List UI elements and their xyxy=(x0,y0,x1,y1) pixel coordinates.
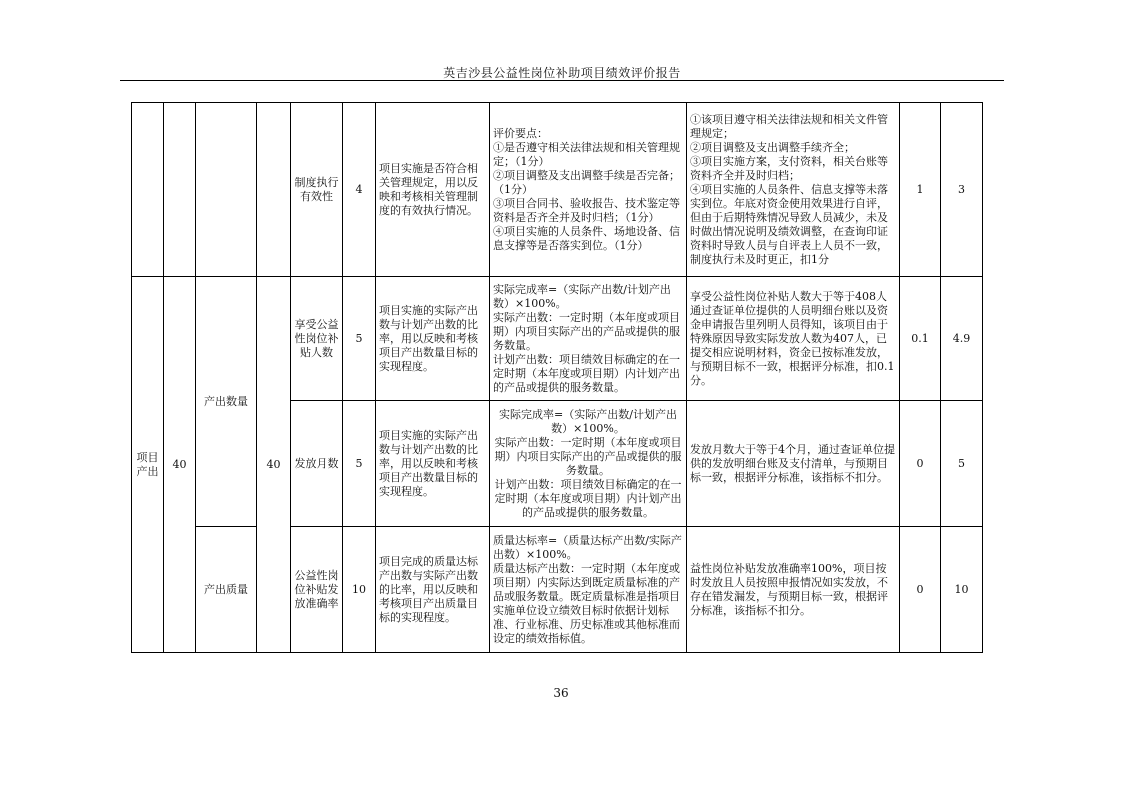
score-value: 5 xyxy=(941,401,983,527)
evaluation-analysis xyxy=(687,103,900,277)
criteria-line: 评价要点： xyxy=(493,126,548,140)
indicator-weight: 4 xyxy=(343,103,376,277)
level1-weight: 40 xyxy=(164,277,196,653)
indicator-explanation: 项目完成的质量达标产出数与实际产出数的比率，用以反映和考核项目产出质量目标的实现程度。 xyxy=(376,527,490,653)
report-header-title: 英吉沙县公益性岗位补助项目绩效评价报告 xyxy=(443,66,681,80)
scoring-criteria xyxy=(490,527,687,653)
level2-weight: 40 xyxy=(257,277,291,653)
analysis-line: ④项目实施的人员条件、信息支撑等未落实到位。年底对资金使用效果进行自评，但由于后期特殊情况导致人员减少，未及时做出情况说明及绩效调整，在查询印证资料时导致人员与自评表上人员不一致，制度执行未及时更正，扣1分 xyxy=(690,182,888,266)
table-row xyxy=(132,103,983,277)
scoring-criteria xyxy=(490,277,687,401)
criteria-line: 计划产出数：项目绩效目标确定的在一定时期（本年度或项目期）内计划产出的产品或提供的服务数量。 xyxy=(494,477,682,519)
page-number: 36 xyxy=(553,686,569,700)
indicator-name: 享受公益性岗位补贴人数 xyxy=(291,277,343,401)
table-row xyxy=(132,277,983,401)
scoring-criteria xyxy=(490,103,687,277)
criteria-line: ③项目合同书、验收报告、技术鉴定等资料是否齐全并及时归档；（1分） xyxy=(493,196,680,224)
evaluation-analysis xyxy=(687,401,900,527)
evaluation-table xyxy=(131,102,983,653)
score-value: 10 xyxy=(941,527,983,653)
deduction-value: 0.1 xyxy=(900,277,941,401)
criteria-line: ①是否遵守相关法律法规和相关管理规定；（1分） xyxy=(493,140,680,168)
indicator-name: 制度执行有效性 xyxy=(291,103,343,277)
analysis-line: ②项目调整及支出调整手续齐全； xyxy=(690,140,855,154)
criteria-line: ②项目调整及支出调整手续是否完备；（1分） xyxy=(493,168,680,196)
score-value: 4.9 xyxy=(941,277,983,401)
criteria-line: 实际产出数：一定时期（本年度或项目期）内项目实际产出的产品或提供的服务数量。 xyxy=(493,310,680,352)
score-value: 3 xyxy=(941,103,983,277)
empty-cell xyxy=(257,103,291,277)
empty-cell xyxy=(196,103,257,277)
criteria-line: 实际完成率=（实际产出数/计划产出数）×100%。 xyxy=(499,407,677,435)
scoring-criteria xyxy=(490,401,687,527)
level2-indicator-quality: 产出质量 xyxy=(196,527,257,653)
criteria-line: 计划产出数：项目绩效目标确定的在一定时期（本年度或项目期）内计划产出的产品或提供的服务数量。 xyxy=(493,352,680,394)
level2-indicator-quantity: 产出数量 xyxy=(196,277,257,527)
deduction-value: 1 xyxy=(900,103,941,277)
analysis-line: ③项目实施方案，支付资料，相关台账等资料齐全并及时归档； xyxy=(690,154,888,182)
indicator-name: 发放月数 xyxy=(291,401,343,527)
indicator-name: 公益性岗位补贴发放准确率 xyxy=(291,527,343,653)
criteria-line: ④项目实施的人员条件、场地设备、信息支撑等是否落实到位。（1分） xyxy=(493,224,680,252)
analysis-line: 发放月数大于等于4个月，通过查证单位提供的发放明细台账及支付清单，与预期目标一致，根据评分标准，该指标不扣分。 xyxy=(690,442,895,484)
deduction-value: 0 xyxy=(900,527,941,653)
criteria-line: 质量达标产出数：一定时期（本年度或项目期）内实际达到既定质量标准的产品或服务数量。既定质量标准是指项目实施单位设立绩效目标时依据计划标准、行业标准、历史标准或其他标准而设定的绩效指标值。 xyxy=(493,561,680,645)
indicator-explanation: 项目实施的实际产出数与计划产出数的比率，用以反映和考核项目产出数量目标的实现程度。 xyxy=(376,277,490,401)
analysis-line: 益性岗位补贴发放准确率100%，项目按时发放且人员按照申报情况如实发放，不存在错发漏发，与预期目标一致，根据评分标准，该指标不扣分。 xyxy=(690,561,888,617)
indicator-explanation: 项目实施是否符合相关管理规定，用以反映和考核相关管理制度的有效执行情况。 xyxy=(376,103,490,277)
evaluation-analysis xyxy=(687,527,900,653)
deduction-value: 0 xyxy=(900,401,941,527)
indicator-weight: 10 xyxy=(343,527,376,653)
indicator-explanation: 项目实施的实际产出数与计划产出数的比率，用以反映和考核项目产出数量目标的实现程度。 xyxy=(376,401,490,527)
indicator-weight: 5 xyxy=(343,401,376,527)
indicator-weight: 5 xyxy=(343,277,376,401)
analysis-line: ①该项目遵守相关法律法规和相关文件管理规定； xyxy=(690,112,888,140)
empty-cell xyxy=(164,103,196,277)
evaluation-analysis xyxy=(687,277,900,401)
header-rule xyxy=(120,80,1004,81)
level1-indicator: 项目产出 xyxy=(132,277,164,653)
criteria-line: 实际产出数：一定时期（本年度或项目期）内项目实际产出的产品或提供的服务数量。 xyxy=(494,435,682,477)
empty-cell xyxy=(132,103,164,277)
analysis-line: 享受公益性岗位补贴人数大于等于408人通过查证单位提供的人员明细台账以及资金申请报告里列明人员得知，该项目由于特殊原因导致实际发放人数为407人，已提交相应说明材料，资金已按标准发放，与预期目标不一致，根据评分标准，扣0.1分。 xyxy=(690,289,895,387)
criteria-line: 实际完成率=（实际产出数/计划产出数）×100%。 xyxy=(493,282,671,310)
criteria-line: 质量达标率=（质量达标产出数/实际产出数）×100%。 xyxy=(493,533,682,561)
